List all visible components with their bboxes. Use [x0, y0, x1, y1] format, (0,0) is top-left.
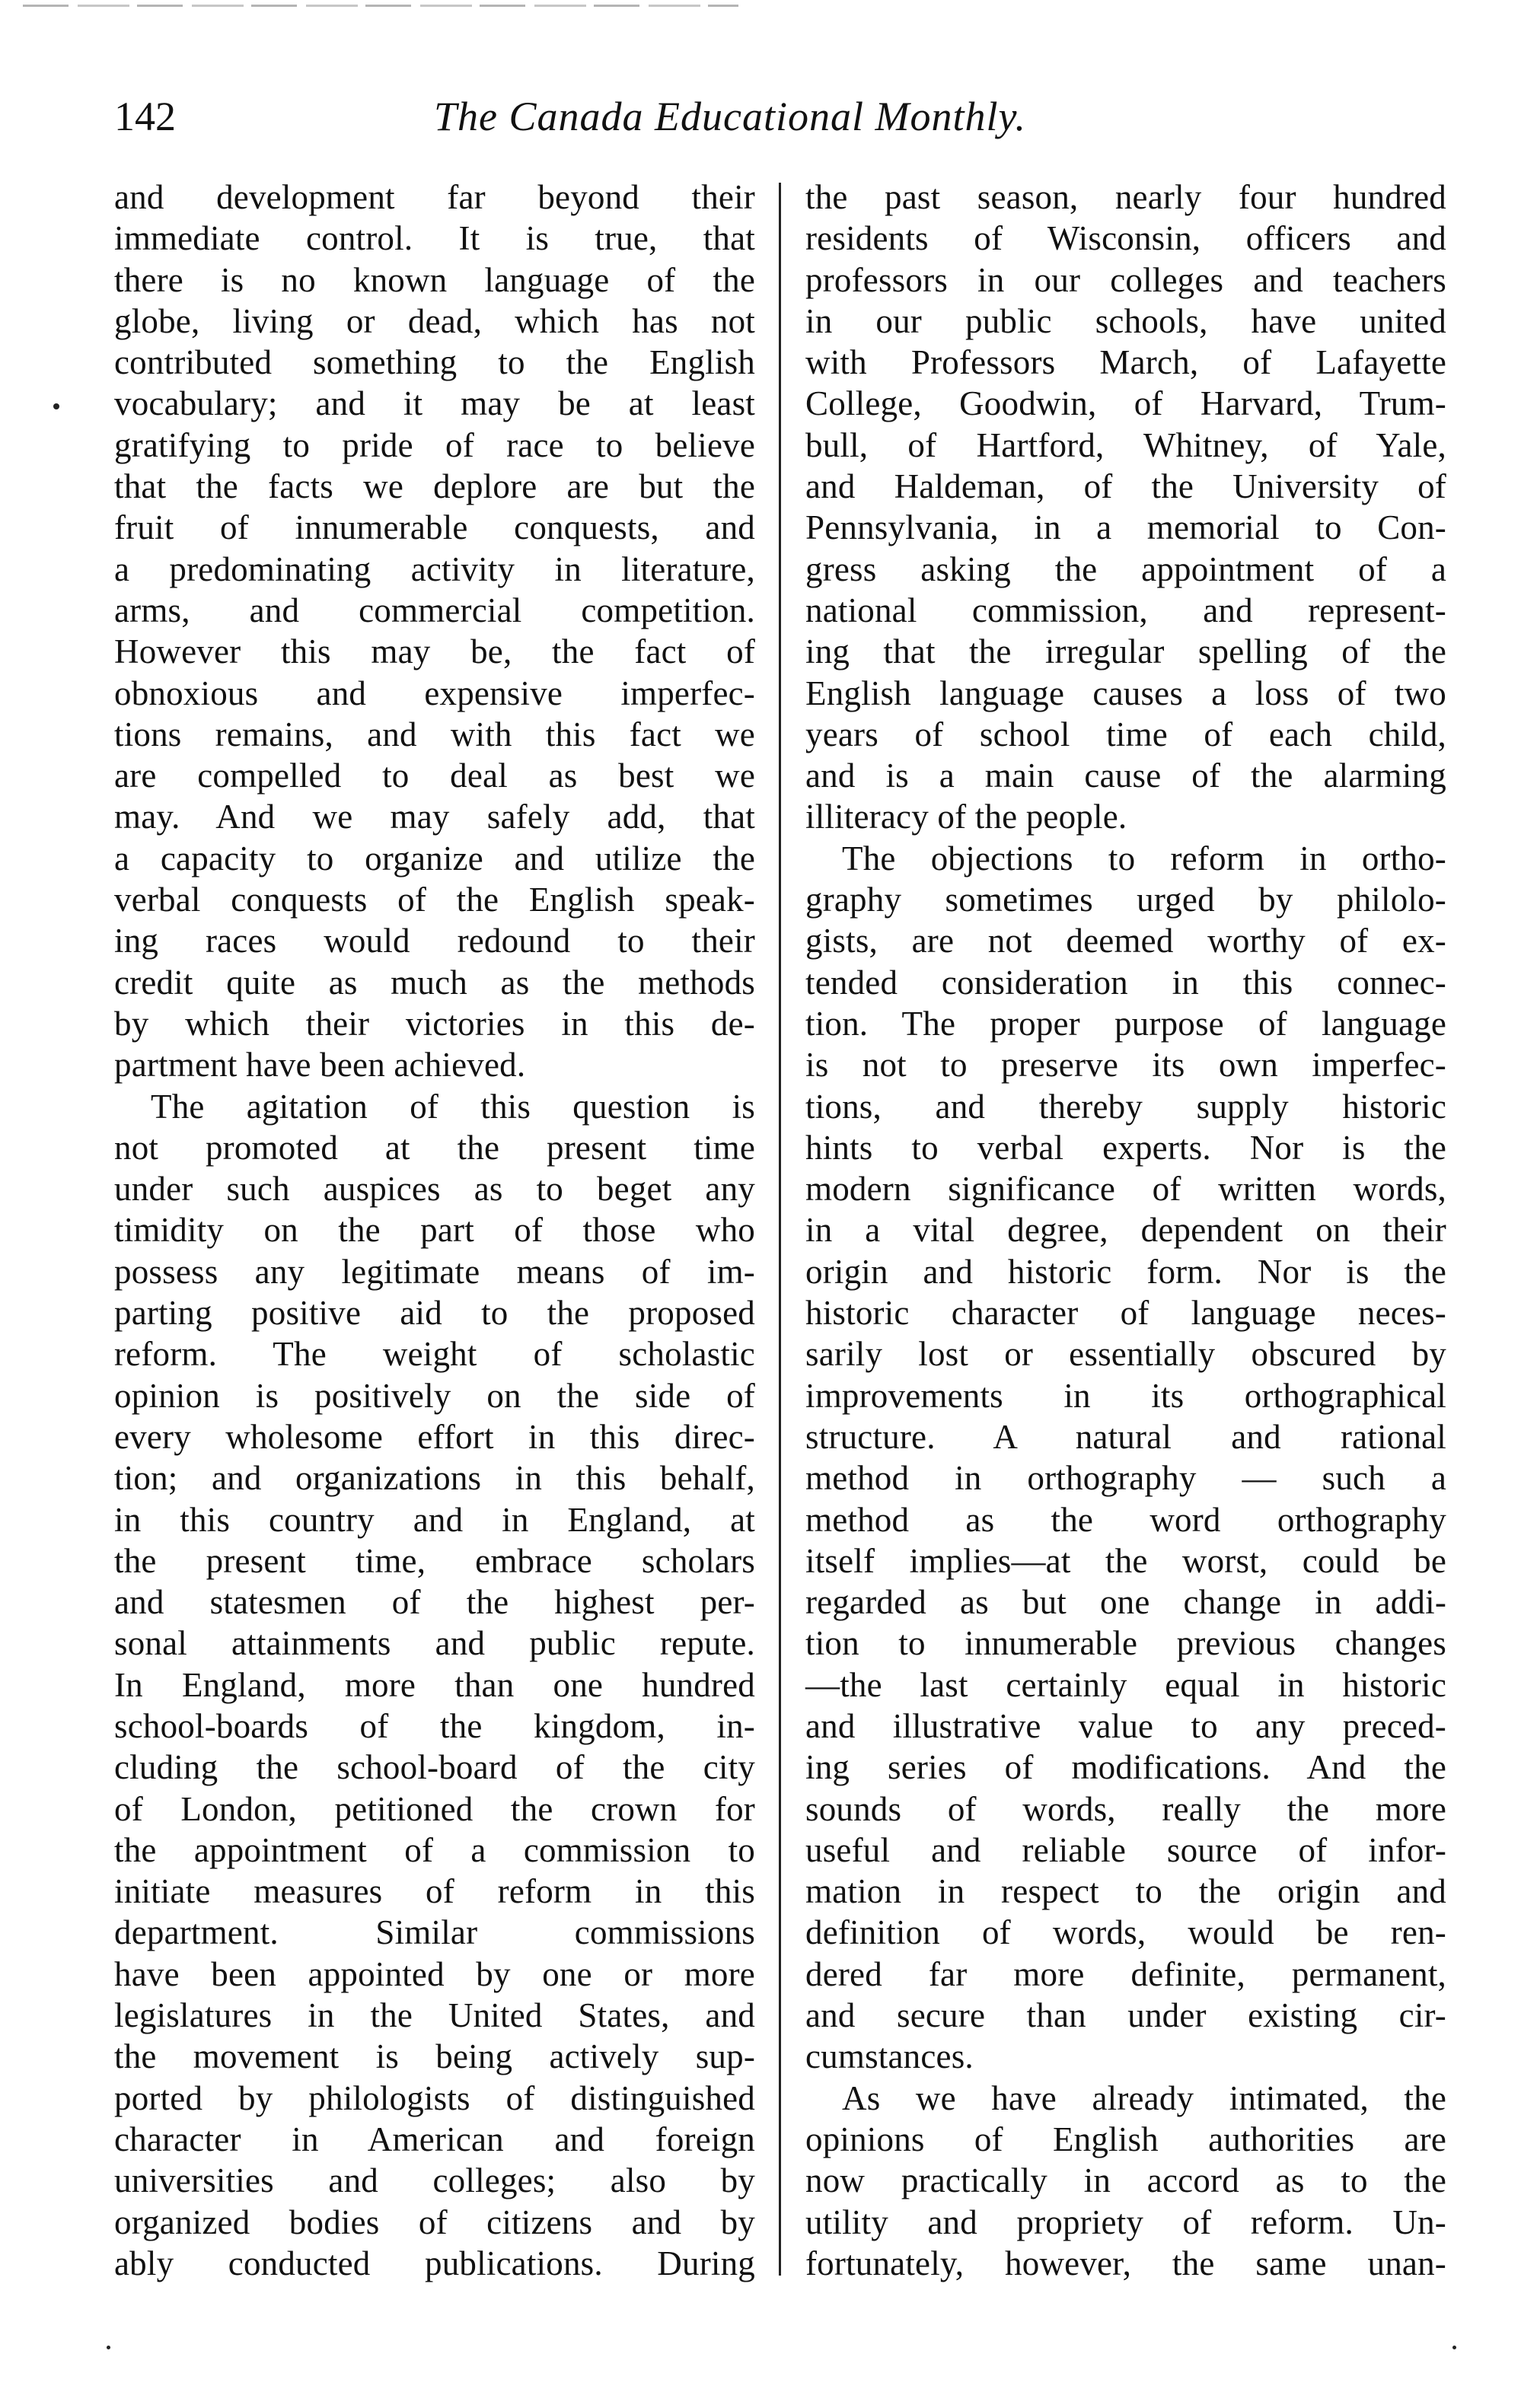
text-line: initiate measures of reform in this — [114, 1872, 755, 1911]
page-header — [114, 90, 1104, 143]
text-line: sonal attainments and public repute. — [114, 1624, 755, 1663]
text-line: national commission, and represent- — [805, 591, 1446, 629]
text-line: gratifying to pride of race to believe — [114, 425, 755, 464]
text-line: tion. The proper purpose of language — [805, 1004, 1446, 1043]
text-line: cumstances. — [805, 2037, 974, 2076]
text-line: of London, petitioned the crown for — [114, 1789, 755, 1828]
text-line: a predominating activity in literature, — [114, 549, 755, 588]
text-line: and Haldeman, of the University of — [805, 467, 1446, 506]
text-line: cluding the school-board of the city — [114, 1748, 755, 1787]
text-line: in a vital degree, dependent on their — [805, 1211, 1446, 1250]
text-line: sarily lost or essentially obscured by — [805, 1335, 1446, 1374]
text-line: structure. A natural and rational — [805, 1417, 1446, 1456]
text-line: school-boards of the kingdom, in- — [114, 1706, 755, 1745]
text-line: are compelled to deal as best we — [114, 756, 755, 795]
text-line: obnoxious and expensive imperfec- — [114, 674, 755, 712]
text-line: arms, and commercial competition. — [114, 591, 755, 629]
text-line: is not to preserve its own imperfec- — [805, 1046, 1446, 1085]
text-line: and is a main cause of the alarming — [805, 756, 1446, 795]
text-line: College, Goodwin, of Harvard, Trum- — [805, 384, 1446, 423]
text-line: modern significance of written words, — [805, 1170, 1446, 1209]
text-line: partment have been achieved. — [114, 1046, 526, 1085]
text-line: credit quite as much as the methods — [114, 963, 755, 1002]
text-line: origin and historic form. Nor is the — [805, 1252, 1446, 1291]
text-line: parting positive aid to the proposed — [114, 1294, 755, 1333]
text-line: and development far beyond their — [114, 178, 755, 216]
text-line: not promoted at the present time — [114, 1128, 755, 1167]
text-line: ably conducted publications. During — [114, 2244, 755, 2282]
text-line: dered far more definite, permanent, — [805, 1954, 1446, 1993]
text-line: vocabulary; and it may be at least — [114, 384, 755, 423]
text-line: there is no known language of the — [114, 260, 755, 299]
text-line: ing that the irregular spelling of the — [805, 632, 1446, 671]
text-line: opinion is positively on the side of — [114, 1376, 755, 1415]
text-line: utility and propriety of reform. Un- — [805, 2203, 1446, 2241]
text-line: tions remains, and with this fact we — [114, 715, 755, 753]
text-line: professors in our colleges and teachers — [805, 260, 1446, 299]
text-line: contributed something to the English — [114, 343, 755, 382]
text-line: improvements in its orthographical — [805, 1376, 1446, 1415]
text-line: possess any legitimate means of im- — [114, 1252, 755, 1291]
text-line: verbal conquests of the English speak- — [114, 881, 755, 919]
text-line: the movement is being actively sup- — [114, 2037, 755, 2076]
text-line: globe, living or dead, which has not — [114, 301, 755, 340]
text-line: opinions of English authorities are — [805, 2120, 1446, 2158]
text-line: may. And we may safely add, that — [114, 798, 755, 836]
text-line: Pennsylvania, in a memorial to Con- — [805, 508, 1446, 547]
running-title: The Canada Educational Monthly. — [434, 94, 1026, 139]
text-line: sounds of words, really the more — [805, 1789, 1446, 1828]
text-line: fruit of innumerable conquests, and — [114, 508, 755, 547]
text-line: residents of Wisconsin, officers and — [805, 219, 1446, 258]
text-line: gress asking the appointment of a — [805, 549, 1446, 588]
text-line: years of school time of each child, — [805, 715, 1446, 753]
text-line: and secure than under existing cir- — [805, 1996, 1446, 2035]
text-line: that the facts we deplore are but the — [114, 467, 755, 506]
text-line: timidity on the part of those who — [114, 1211, 755, 1250]
text-line: by which their victories in this de- — [114, 1004, 755, 1043]
text-line: tion to innumerable previous changes — [805, 1624, 1446, 1663]
text-line: mation in respect to the origin and — [805, 1872, 1446, 1911]
text-line: universities and colleges; also by — [114, 2161, 755, 2200]
text-line: legislatures in the United States, and — [114, 1996, 755, 2035]
text-line: reform. The weight of scholastic — [114, 1335, 755, 1374]
column-divider — [779, 183, 781, 2276]
ink-speck — [53, 403, 59, 409]
text-line: in this country and in England, at — [114, 1500, 755, 1539]
text-line: with Professors March, of Lafayette — [805, 343, 1446, 382]
text-column-left — [114, 177, 755, 2284]
text-line: immediate control. It is true, that — [114, 219, 755, 258]
text-line: ing races would redound to their — [114, 922, 755, 960]
text-line: As we have already intimated, the — [842, 2078, 1446, 2117]
text-line: The agitation of this question is — [151, 1087, 755, 1126]
text-line: bull, of Hartford, Whitney, of Yale, — [805, 425, 1446, 464]
text-line: —the last certainly equal in historic — [805, 1665, 1446, 1704]
text-line: useful and reliable source of infor- — [805, 1830, 1446, 1869]
text-line: under such auspices as to beget any — [114, 1170, 755, 1209]
top-edge-rule — [23, 5, 738, 7]
text-line: gists, are not deemed worthy of ex- — [805, 922, 1446, 960]
text-line: hints to verbal experts. Nor is the — [805, 1128, 1446, 1167]
ink-speck — [1452, 2346, 1456, 2349]
text-line: ing series of modifications. And the — [805, 1748, 1446, 1787]
text-line: The objections to reform in ortho- — [842, 839, 1446, 878]
text-line: a capacity to organize and utilize the — [114, 839, 755, 878]
text-line: the past season, nearly four hundred — [805, 178, 1446, 216]
text-line: the present time, embrace scholars — [114, 1541, 755, 1580]
text-column-right — [805, 177, 1446, 2284]
text-line: the appointment of a commission to — [114, 1830, 755, 1869]
text-line: method in orthography — such a — [805, 1459, 1446, 1498]
page-number: 142 — [114, 94, 176, 139]
text-line: English language causes a loss of two — [805, 674, 1446, 712]
ink-speck — [107, 2346, 110, 2349]
text-line: character in American and foreign — [114, 2120, 755, 2158]
text-line: fortunately, however, the same unan- — [805, 2244, 1446, 2282]
text-line: ported by philologists of distinguished — [114, 2078, 755, 2117]
text-line: every wholesome effort in this direc- — [114, 1417, 755, 1456]
text-line: graphy sometimes urged by philolo- — [805, 881, 1446, 919]
text-line: now practically in accord as to the — [805, 2161, 1446, 2200]
text-line: itself implies—at the worst, could be — [805, 1541, 1446, 1580]
text-line: and statesmen of the highest per- — [114, 1583, 755, 1622]
text-line: tion; and organizations in this behalf, — [114, 1459, 755, 1498]
text-line: in our public schools, have united — [805, 301, 1446, 340]
text-line: method as the word orthography — [805, 1500, 1446, 1539]
text-line: definition of words, would be ren- — [805, 1913, 1446, 1952]
text-line: illiteracy of the people. — [805, 798, 1127, 836]
text-line: department. Similar commissions — [114, 1913, 755, 1952]
text-line: However this may be, the fact of — [114, 632, 755, 671]
text-line: have been appointed by one or more — [114, 1954, 755, 1993]
text-line: and illustrative value to any preced- — [805, 1706, 1446, 1745]
text-line: historic character of language neces- — [805, 1294, 1446, 1333]
text-line: In England, more than one hundred — [114, 1665, 755, 1704]
text-line: tended consideration in this connec- — [805, 963, 1446, 1002]
text-line: tions, and thereby supply historic — [805, 1087, 1446, 1126]
text-line: organized bodies of citizens and by — [114, 2203, 755, 2241]
text-line: regarded as but one change in addi- — [805, 1583, 1446, 1622]
